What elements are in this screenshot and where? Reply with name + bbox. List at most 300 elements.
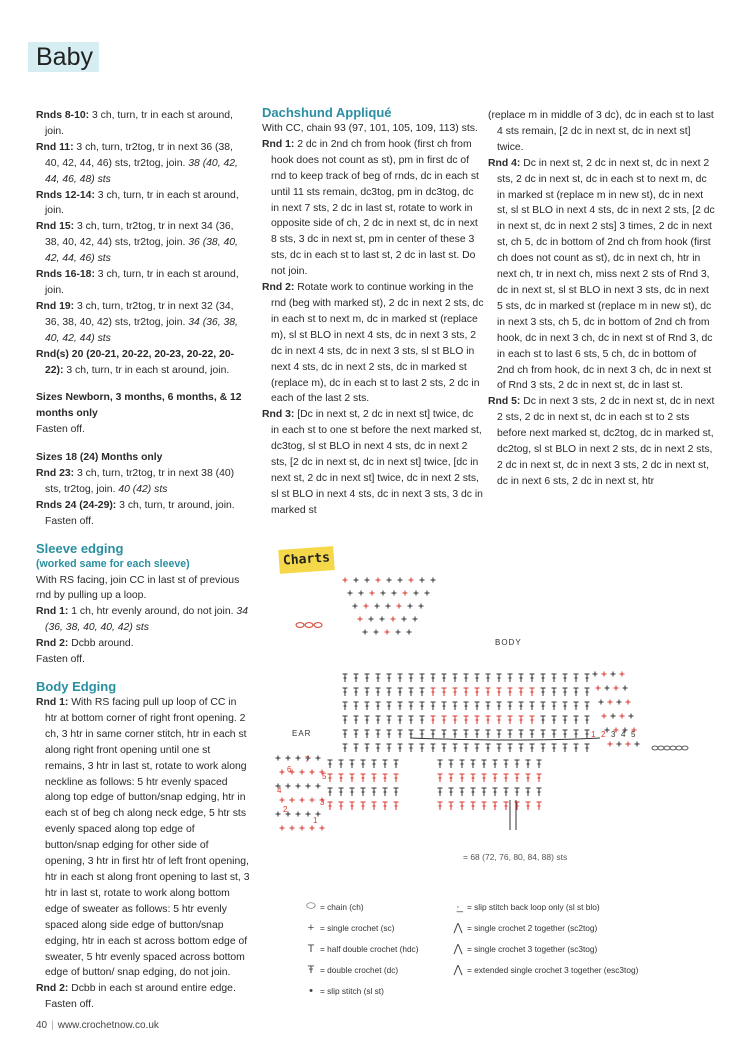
double-crochet-icon [339,774,344,782]
double-crochet-icon [464,744,469,752]
double-crochet-icon [420,716,425,724]
round-text: Rotate work to continue working in the rnd (beg with marked st), 2 dc in next 2 sts, dc in each st to next m, dc in marked st (replace m), sl st BLO in next 4 sts, dc in next 3 sts, 2 dc in next 4 sts, dc in next 3 sts, sl st BLO in next 4 sts, dc in next 2 sts, dc in marked st (replace m), dc in each st to last 2 sts, 2 dc in each of the last 2 sts. [271,282,484,405]
double-crochet-icon [376,702,381,710]
double-crochet-icon [343,730,348,738]
double-crochet-icon [453,716,458,724]
double-crochet-icon [438,788,443,796]
legend-text: = single crochet (sc) [320,922,395,933]
double-crochet-icon [475,674,480,682]
stitch-count-note: 36 (38, 40, 42, 44, 46) sts [45,237,238,265]
double-crochet-icon [376,744,381,752]
single-crochet-icon [353,604,358,609]
double-crochet-icon [409,730,414,738]
single-crochet-icon [425,591,430,596]
legend-right [449,896,638,980]
round-text: Dc in next st, 2 dc in next st, dc in next 2 sts, 2 dc in next st, dc in each st to next m, dc in marked st (replace m in new st), dc in next st, sl st BLO in next 4 sts, dc in next 2 sts, [2 dc in next st, dc in next 2 sts] 3 times, 2 dc in next st, ch 5, dc in bottom of 2nd ch from hook (first ch does not count as st), dc in next ch, htr in next ch, tr in next ch, miss next 2 sts of Rnd 3, dc in next st, sl st BLO in next 3 sts, dc in next 5 sts, dc in marked st (replace m in new st), dc in next 3 sts, ch 5, dc in bottom of 2nd ch from hook, dc in next 3 ch, dc in next st of Rnd 3, dc in each st to last 6 sts, 5 ch, dc in bottom of 2nd ch from hook, dc in next 3 ch, dc in next st of Rnd 3 sts, 2 dc in next st, dc in last st. [497,157,715,392]
double-crochet-icon [343,716,348,724]
round-label: Rnd 23: [36,468,75,480]
body-edging-title: Body Edging [36,679,117,694]
chain-icon [682,746,688,750]
single-crochet-icon [290,826,295,831]
double-crochet-icon [431,674,436,682]
double-crochet-icon [508,730,513,738]
single-crochet-icon [375,604,380,609]
double-crochet-icon [453,702,458,710]
single-crochet-icon [420,578,425,583]
double-crochet-icon [486,716,491,724]
single-crochet-icon [300,770,305,775]
double-crochet-icon [552,716,557,724]
single-crochet-icon [343,578,348,583]
double-crochet-icon [563,730,568,738]
round-label: Rnd 5: [488,396,521,408]
ear-round-number: 6 [287,765,292,774]
double-crochet-icon [475,744,480,752]
legend-text: = single crochet 2 together (sc2tog) [467,922,598,933]
double-crochet-icon [460,788,465,796]
ear-round-number: 2 [283,805,288,814]
body-label: BODY [495,638,522,647]
double-crochet-icon [471,774,476,782]
double-crochet-icon [530,744,535,752]
round-text: 3 ch, turn, tr in each st around, join. [45,189,239,217]
single-crochet-icon [310,826,315,831]
double-crochet-icon [354,702,359,710]
double-crochet-icon [460,760,465,768]
legend-item [449,959,638,980]
double-crochet-icon [493,774,498,782]
double-crochet-icon [519,730,524,738]
ear-label: EAR [292,729,312,738]
sizes-b-title: Sizes 18 (24) Months only [36,452,163,464]
double-crochet-icon [365,716,370,724]
double-crochet-icon [420,674,425,682]
single-crochet-icon [370,591,375,596]
double-crochet-icon [537,774,542,782]
double-crochet-icon [328,774,333,782]
double-crochet-icon [552,674,557,682]
double-crochet-icon [383,802,388,810]
single-crochet-icon [407,630,412,635]
stitch-count-note: 34 (36, 38, 40, 40, 42) sts [45,606,248,634]
single-crochet-icon [310,798,315,803]
double-crochet-icon [552,702,557,710]
double-crochet-icon [475,688,480,696]
round-text: 3 ch, turn, tr in each st around, join. [45,110,233,137]
double-crochet-icon [519,744,524,752]
legend-text: = extended single crochet 3 together (esc3tog) [467,964,639,975]
single-crochet-icon [354,578,359,583]
single-crochet-icon [320,826,325,831]
double-crochet-icon [409,744,414,752]
single-crochet-icon [286,784,291,789]
double-crochet-icon [343,688,348,696]
sleeve-edging-intro: With RS facing, join CC in last st of previous rnd by pulling up a loop. [36,574,240,602]
double-crochet-icon [376,730,381,738]
double-crochet-icon [515,774,520,782]
single-crochet-icon [398,578,403,583]
single-crochet-icon [300,826,305,831]
double-crochet-icon [526,774,531,782]
single-crochet-icon: + [307,921,315,934]
double-crochet-icon [354,730,359,738]
ear-round-number: 7 [305,755,310,764]
double-crochet-icon [442,688,447,696]
legend-item [449,938,638,959]
round-label: Rnd 11: [36,141,74,153]
page-footer: 40 | www.crochetnow.co.uk [36,1020,159,1031]
double-crochet-icon [453,744,458,752]
body-round-number: 2 [601,730,606,739]
single-crochet-icon [402,617,407,622]
double-crochet-icon [453,730,458,738]
single-crochet-icon [392,591,397,596]
round-text: 3 ch, turn, tr2tog, tr in next 38 (40) sts, tr2tog, join. [45,468,235,495]
double-crochet-icon [328,760,333,768]
stitch-count-note: 40 (42) sts [118,483,168,495]
double-crochet-icon [442,744,447,752]
chain-icon [658,746,664,750]
double-crochet-icon [376,674,381,682]
double-crochet-icon [449,788,454,796]
round-text: 3 ch, turn, tr2tog, tr in next 36 (38, 40, 42, 44, 46) sts, tr2tog, join. [45,141,233,169]
chain-icon [410,738,600,740]
double-crochet-icon [497,716,502,724]
round-text: Dcbb in each st around entire edge. Fasten off. [45,983,236,1011]
double-crochet-icon [471,802,476,810]
double-crochet-icon [541,730,546,738]
single-crochet-icon [374,630,379,635]
round-text: 3 ch, turn, tr around, join. Fasten off. [45,499,235,527]
single-crochet-icon [348,591,353,596]
double-crochet-icon [486,674,491,682]
double-crochet-icon [585,674,590,682]
single-crochet-icon [617,742,622,747]
single-crochet-icon [385,630,390,635]
sc2tog-icon: ⋀ [453,922,463,934]
single-crochet-icon [310,770,315,775]
double-crochet-icon [387,744,392,752]
body-round-number: 1 [591,730,596,739]
double-crochet-icon [475,716,480,724]
double-crochet-icon [585,730,590,738]
page-number: 40 [36,1020,48,1031]
double-crochet-icon [541,702,546,710]
double-crochet-icon: Ŧ [307,963,315,976]
round-text: [Dc in next st, 2 dc in next st] twice, dc in each st to one st before the next marked st, dc3tog, sl st BLO in next 4 sts, dc in next 2 sts, [2 dc in next st, dc in next st] twice, [dc in next st, 2 dc in next st] twice, dc in next 2 sts, sl st BLO in next 4 sts, dc in next 3 sts, 3 dc in marked st [271,409,483,516]
double-crochet-icon [343,744,348,752]
double-crochet-icon [464,674,469,682]
double-crochet-icon [372,802,377,810]
double-crochet-icon [339,760,344,768]
double-crochet-icon [504,802,509,810]
charts-tag: Charts [278,546,335,574]
double-crochet-icon [372,774,377,782]
single-crochet-icon [414,591,419,596]
single-crochet-icon [396,630,401,635]
round-text: With RS facing pull up loop of CC in htr at bottom corner of right front opening. 2 ch, 3 htr in same corner stitch, htr in each st along right front opening until one st remains, 3 htr in last st, rotate to work along neckline as follows: 5 htr evenly spaced along top edge of button/snap edging, htr in each st of beg ch along neck edge, 5 htr sts evenly spaced along top edge of button/snap edging for other side of opening, 3 htr in first htr of left front opening, htr in each st along front opening to last st, 3 htr in last st, rotate to work along bottom edge of sweater as follows: 5 htr evenly spaced along side edge of button/snap edging, htr in each st across bottom edge of sweater, 5 htr evenly spaced across bottom edge of button/ snap edging, do not join. [45,697,250,979]
double-crochet-icon [508,702,513,710]
double-crochet-icon [383,788,388,796]
chain-icon [664,746,670,750]
legend-left [302,896,418,1001]
double-crochet-icon [350,788,355,796]
double-crochet-icon [398,688,403,696]
single-crochet-icon [602,672,607,677]
double-crochet-icon [398,702,403,710]
double-crochet-icon [475,702,480,710]
single-crochet-icon [629,714,634,719]
double-crochet-icon [504,788,509,796]
double-crochet-icon [530,688,535,696]
single-crochet-icon [387,578,392,583]
double-crochet-icon [530,674,535,682]
double-crochet-icon [563,744,568,752]
double-crochet-icon [471,760,476,768]
double-crochet-icon [508,674,513,682]
sizes-a-text: Fasten off. [36,424,85,436]
single-crochet-icon [276,756,281,761]
chain-icon [314,623,322,628]
single-crochet-icon [380,617,385,622]
leg-outline [510,800,516,830]
chain-icon [676,746,682,750]
double-crochet-icon [464,730,469,738]
round-label: Rnds 24 (24-29): [36,499,117,511]
chain-icon [652,746,658,750]
single-crochet-icon [376,578,381,583]
chart-stitches [276,578,689,831]
round-text: 3 ch, turn, tr in each st around, join. [45,269,239,296]
double-crochet-icon [453,688,458,696]
double-crochet-icon [482,760,487,768]
round-text: 3 ch, turn, tr2tog, tr in next 32 (34, 36, 38, 40, 42) sts, tr2tog, join. [45,300,234,328]
body-round-number: 3 [611,730,616,739]
single-crochet-icon [623,686,628,691]
double-crochet-icon [585,688,590,696]
round-label: Rnd 19: [36,300,75,312]
double-crochet-icon [387,730,392,738]
single-crochet-icon [431,578,436,583]
single-crochet-icon [397,604,402,609]
body-round-number: 4 [621,730,626,739]
single-crochet-icon [602,714,607,719]
double-crochet-icon [383,760,388,768]
double-crochet-icon [383,774,388,782]
double-crochet-icon [453,674,458,682]
double-crochet-icon [420,688,425,696]
double-crochet-icon [508,744,513,752]
chain-icon: ⬭ [306,900,316,912]
single-crochet-icon [306,784,311,789]
dachshund-intro: With CC, chain 93 (97, 101, 105, 109, 113) sts. [262,123,478,134]
single-crochet-icon [608,742,613,747]
double-crochet-icon [482,802,487,810]
double-crochet-icon [431,688,436,696]
double-crochet-icon [350,774,355,782]
slip-stitch-icon: • [309,984,313,997]
single-crochet-icon [358,617,363,622]
double-crochet-icon [387,716,392,724]
sleeve-edging-title: Sleeve edging [36,540,124,556]
round-label: Rnd 15: [36,221,75,233]
double-crochet-icon [365,730,370,738]
double-crochet-icon [409,674,414,682]
double-crochet-icon [526,760,531,768]
round-text: 2 dc in 2nd ch from hook (first ch from hook does not count as st), pm in first dc of rnd to keep track of beg of rnds, dc in each st until 11 sts remain, dc3tog, pm in dc3tog, dc in next 7 sts, 2 dc in last st, rotate to work in opposite side of ch, 2 dc in next st, dc in next 8 sts, 3 dc in next st, pm in center of these 3 sts, dc in each st to last st, 2 dc in last st. Do not join. [271,138,479,278]
single-crochet-icon [276,812,281,817]
double-crochet-icon [519,702,524,710]
double-crochet-icon [387,702,392,710]
double-crochet-icon [460,802,465,810]
round-label: Rnd(s) 20 (20-21, 20-22, 20-23, 20-22, 20-22): [36,348,235,376]
double-crochet-icon [354,688,359,696]
double-crochet-icon [526,802,531,810]
double-crochet-icon [339,802,344,810]
stitch-count-note: 34 (36, 38, 40, 42, 44) sts [45,316,238,344]
double-crochet-icon [519,688,524,696]
single-crochet-icon [611,714,616,719]
single-crochet-icon [386,604,391,609]
double-crochet-icon [420,730,425,738]
double-crochet-icon [464,688,469,696]
ear-round-number: 4 [277,786,282,795]
double-crochet-icon [541,688,546,696]
double-crochet-icon [464,702,469,710]
single-crochet-icon [413,617,418,622]
legend-item [449,896,638,917]
double-crochet-icon [563,674,568,682]
ear-round-number: 3 [320,798,325,807]
single-crochet-icon [296,784,301,789]
legend-text: = half double crochet (hdc) [320,943,419,954]
double-crochet-icon [387,674,392,682]
double-crochet-icon [574,702,579,710]
single-crochet-icon [593,672,598,677]
ear-round-number: 5 [322,772,327,781]
single-crochet-icon [280,770,285,775]
double-crochet-icon [537,802,542,810]
double-crochet-icon [537,760,542,768]
double-crochet-icon [328,802,333,810]
double-crochet-icon [420,744,425,752]
double-crochet-icon [530,702,535,710]
round-label: Rnd 2: [262,282,295,294]
double-crochet-icon [574,744,579,752]
ear-round-number: 1 [313,816,318,825]
single-crochet-icon [626,742,631,747]
single-crochet-icon [359,591,364,596]
single-crochet-icon [635,742,640,747]
double-crochet-icon [409,716,414,724]
double-crochet-icon [552,744,557,752]
double-crochet-icon [552,730,557,738]
double-crochet-icon [387,688,392,696]
double-crochet-icon [438,802,443,810]
double-crochet-icon [350,760,355,768]
double-crochet-icon [519,674,524,682]
round-text: Dcbb around. [68,638,134,650]
legend-text: = single crochet 3 together (sc3tog) [467,943,598,954]
chain-icon [296,623,304,628]
legend-item [302,896,418,917]
double-crochet-icon [409,702,414,710]
round-label: Rnds 8-10: [36,110,90,121]
single-crochet-icon [620,714,625,719]
double-crochet-icon [442,674,447,682]
legend-item [302,917,418,938]
chain-icon [670,746,676,750]
dachshund-title: Dachshund Appliqué [262,105,392,120]
single-crochet-icon [316,756,321,761]
double-crochet-icon [471,788,476,796]
single-crochet-icon [620,672,625,677]
double-crochet-icon [574,674,579,682]
single-crochet-icon [614,686,619,691]
stitch-count: = 68 (72, 76, 80, 84, 88) sts [463,852,568,862]
double-crochet-icon [354,744,359,752]
double-crochet-icon [493,788,498,796]
double-crochet-icon [475,730,480,738]
single-crochet-icon [626,700,631,705]
double-crochet-icon [486,702,491,710]
double-crochet-icon [449,774,454,782]
double-crochet-icon [563,716,568,724]
single-crochet-icon [409,578,414,583]
single-crochet-icon [408,604,413,609]
single-crochet-icon [296,812,301,817]
single-crochet-icon [306,812,311,817]
double-crochet-icon [464,716,469,724]
single-crochet-icon [296,756,301,761]
double-crochet-icon [376,688,381,696]
double-crochet-icon [343,674,348,682]
single-crochet-icon [599,700,604,705]
double-crochet-icon [354,716,359,724]
double-crochet-icon [504,774,509,782]
double-crochet-icon [431,744,436,752]
double-crochet-icon [361,774,366,782]
sizes-a-title: Sizes Newborn, 3 months, 6 months, & 12 months only [36,392,242,420]
double-crochet-icon [585,744,590,752]
double-crochet-icon [552,688,557,696]
legend-item [302,938,418,959]
round-text: 3 ch, turn, tr2tog, tr in next 34 (36, 38, 40, 42, 44) sts, tr2tog, join. [45,221,234,249]
round-label: Rnd 2: [36,638,69,650]
double-crochet-icon [339,788,344,796]
double-crochet-icon [442,702,447,710]
single-crochet-icon [391,617,396,622]
double-crochet-icon [486,730,491,738]
double-crochet-icon [376,716,381,724]
website-url: www.crochetnow.co.uk [57,1020,159,1031]
single-crochet-icon [300,798,305,803]
double-crochet-icon [431,702,436,710]
double-crochet-icon [515,802,520,810]
legend-text: = slip stitch back loop only (sl st blo) [467,901,600,912]
single-crochet-icon [280,798,285,803]
double-crochet-icon [497,702,502,710]
single-crochet-icon [419,604,424,609]
legend-item [302,980,418,1001]
single-crochet-icon [280,826,285,831]
double-crochet-icon [365,744,370,752]
double-crochet-icon [460,774,465,782]
single-crochet-icon [608,700,613,705]
legend-item [449,917,638,938]
sleeve-edging-outro: Fasten off. [36,654,85,666]
double-crochet-icon [563,702,568,710]
